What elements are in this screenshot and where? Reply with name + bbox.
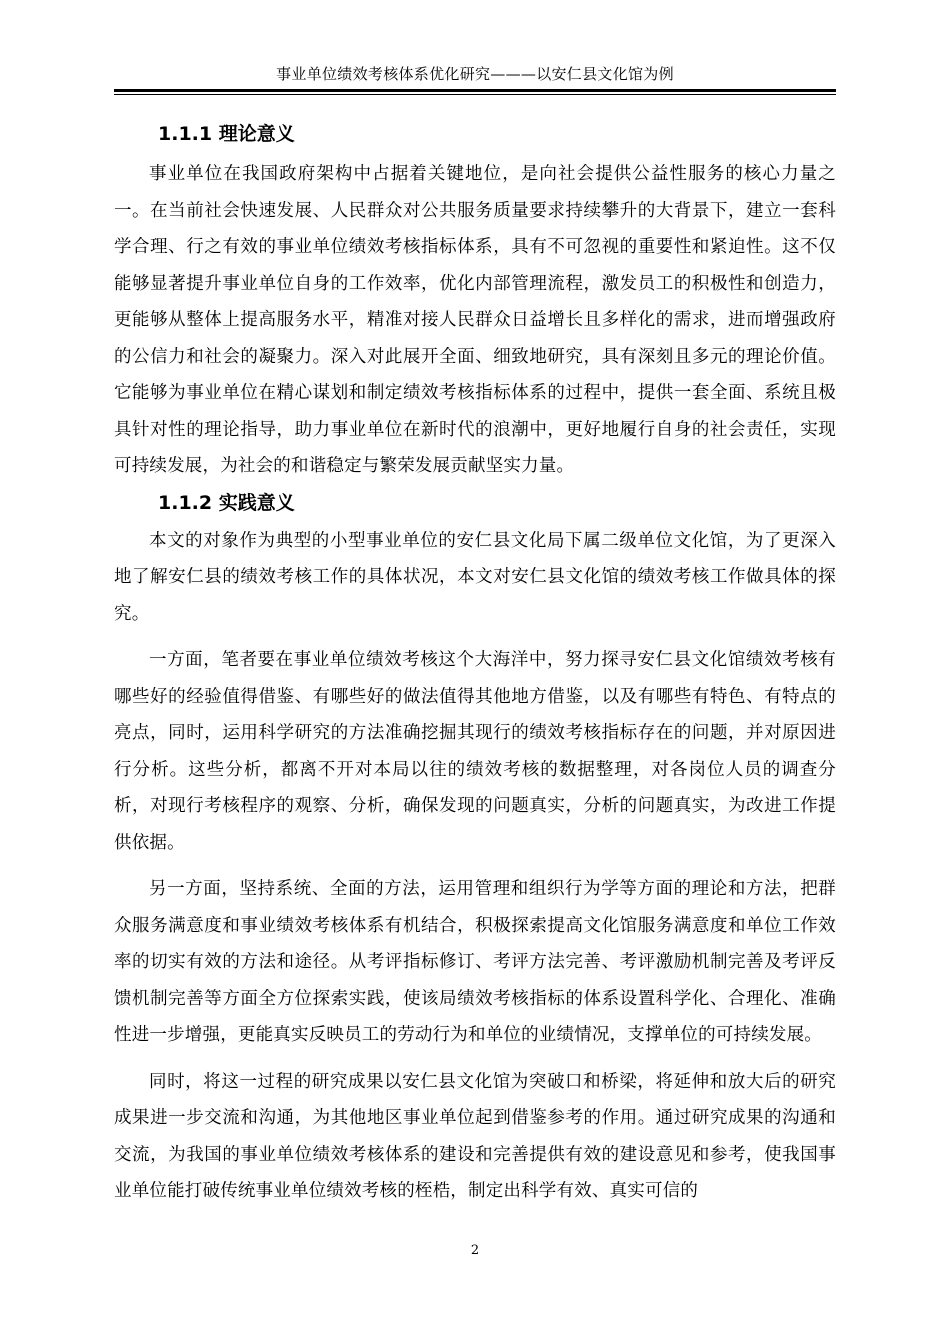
section-heading-practice: 1.1.2 实践意义 [158,491,295,514]
page-number: 2 [470,1243,480,1258]
paragraph: 本文的对象作为典型的小型事业单位的安仁县文化局下属二级单位文化馆，为了更深入地了解安仁县的绩效考核工作的具体状况，本文对安仁县文化馆的绩效考核工作做具体的探究。 [114,530,836,624]
paragraph: 一方面，笔者要在事业单位绩效考核这个大海洋中，努力探寻安仁县文化馆绩效考核有哪些好的经验值得借鉴、有哪些好的做法值得其他地方借鉴，以及有哪些有特色、有特点的亮点，同时，运用科学研究的方法准确挖掘其现行的绩效考核指标存在的问题，并对原因进行分析。这些分析，都离不开对本局以往的绩效考核的数据整理，对各岗位人员的调查分析，对现行考核程序的观察、分析，确保发现的问题真实，分析的问题真实，为改进工作提供依据。 [114,650,836,853]
header-rule-thick [114,89,836,92]
paragraph: 事业单位在我国政府架构中占据着关键地位，是向社会提供公益性服务的核心力量之一。在当前社会快速发展、人民群众对公共服务质量要求持续攀升的大背景下，建立一套科学合理、行之有效的事业单位绩效考核指标体系，具有不可忽视的重要性和紧迫性。这不仅能够显著提升事业单位自身的工作效率，优化内部管理流程，激发员工的积极性和创造力，更能够从整体上提高服务水平，精准对接人民群众日益增长且多样化的需求，进而增强政府的公信力和社会的凝聚力。深入对此展开全面、细致地研究，具有深刻且多元的理论价值。它能够为事业单位在精心谋划和制定绩效考核指标体系的过程中，提供一套全面、系统且极具针对性的理论指导，助力事业单位在新时代的浪潮中，更好地履行自身的社会责任，实现可持续发展，为社会的和谐稳定与繁荣发展贡献坚实力量。 [114,164,836,476]
section-heading-theory: 1.1.1 理论意义 [158,123,295,145]
header-rule-thin [114,94,836,95]
running-header: 事业单位绩效考核体系优化研究———以安仁县文化馆为例 [276,65,674,83]
paragraph: 同时，将这一过程的研究成果以安仁县文化馆为突破口和桥梁，将延伸和放大后的研究成果进一步交流和沟通，为其他地区事业单位起到借鉴参考的作用。通过研究成果的沟通和交流，为我国的事业单位绩效考核体系的建设和完善提供有效的建设意见和参考，使我国事业单位能打破传统事业单位绩效考核的桎梏，制定出科学有效、真实可信的 [114,1071,836,1201]
body-content [114,118,836,1210]
paragraph: 另一方面，坚持系统、全面的方法，运用管理和组织行为学等方面的理论和方法，把群众服务满意度和事业绩效考核体系有机结合，积极探索提高文化馆服务满意度和单位工作效率的切实有效的方法和途径。从考评指标修订、考评方法完善、考评激励机制完善及考评反馈机制完善等方面全方位探索实践，使该局绩效考核指标的体系设置科学化、合理化、准确性进一步增强，更能真实反映员工的劳动行为和单位的业绩情况，支撑单位的可持续发展。 [114,879,836,1045]
